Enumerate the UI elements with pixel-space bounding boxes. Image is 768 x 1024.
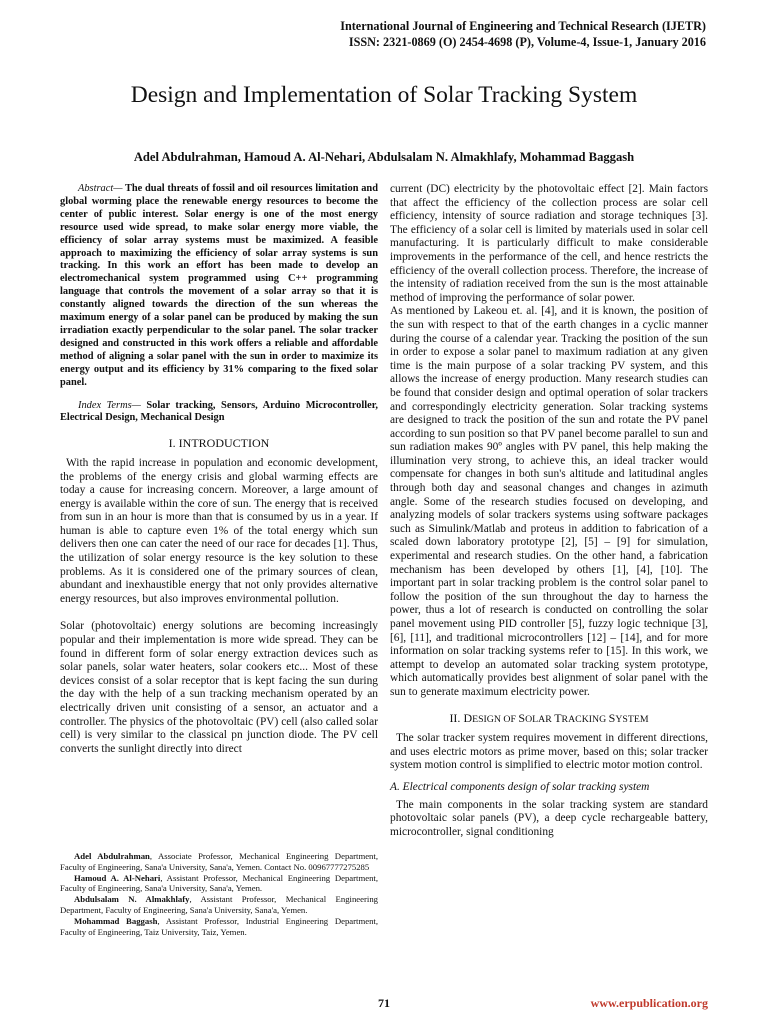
section-2-title-part: YSTEM [615,713,649,725]
right-paragraph-2: As mentioned by Lakeou et. al. [4], and it is known, the position of the sun with respect to that of the earth changes in a cyclic manner during the course of a calendar year. Tracking the position of the sun in order to expose a solar panel to maximum radiation at any given time is the main purpose of a solar tracking PV system, and this allows the increase of energy production. Many research studies can be found that consider design and optimal operation of solar trackers and correspondingly electricity generation. Solar tracking systems are designed to track the position of the sun and rotate the PV panel according to sun position so that PV panel become parallel to sun and sun radiation makes 90º angles with PV panel, this help making the illumination very strong, to achieve this, an ideal tracker would compensate for changes in both sun's altitude and latitudinal angles through both day and seasonal changes and changes in azimuth angle. Some of the research studies focused on developing, and analyzing models of solar trackers systems using software packages such as Simulink/Matlab and proteus in addition to fabrication of a scaled down laboratory prototype [2], [5] – [9] for simulation, experimental and research studies. On the other hand, a fabrication mechanism has been developed by others [1], [4], [10]. The important part in solar tracking problem is the control solar panel to follow the position of the sun throughout the day to harness the power, thus a lot of research is conducted on controlling the solar panel movement using PID controller [5], fuzzy logic technique [3], [6], [11], and traditional microcontrollers [12] – [14], and for more information on solar tracking systems refer to [15]. In this work, we attempt to develop an automated solar tracking system prototype, which automatically provides best alignment of solar panel with the sun to generate maximum electricity power. [390,305,708,698]
footnote-1-name: Adel Abdulrahman [74,851,150,861]
footnote-1-text: , Associate Professor, Mechanical Engineering Department, Faculty of Engineering, Sana'a University, Sana'a, Yemen. Contact No. 00967777275285 [60,851,378,872]
paper-authors: Adel Abdulrahman, Hamoud A. Al-Nehari, Abdulsalam N. Almakhlafy, Mohammad Baggash [133,150,635,164]
footnote-4-name: Mohammad Baggash [74,915,158,926]
section-heading-design [390,712,708,727]
journal-header [340,18,706,50]
right-column [390,183,708,839]
page-number: 71 [378,996,390,1010]
index-terms-lead: Index Terms— [78,399,141,411]
section-2-title-part: T [554,710,562,725]
section-2-title-part: S [608,710,616,725]
design-paragraph-1: The solar tracker system requires movement in different directions, and uses electric motors as prime mover, based on this; solar tracker system motion control is simplified to electric motor motion control. [390,732,708,772]
design-paragraph-2: The main components in the solar tracking system are standard photovoltaic solar panels (PV), a deep cycle rechargeable battery, microcontroller, signal conditioning [390,798,708,838]
section-2-number: II. [449,710,464,725]
paper-title: Design and Implementation of Solar Tracking System [130,82,638,108]
section-heading-introduction: I. INTRODUCTION [168,436,270,451]
index-terms-text: Solar tracking, Sensors, Arduino Microcontroller, Electrical Design, Mechanical Design [60,399,378,424]
journal-name: International Journal of Engineering and Technical Research (IJETR) [340,19,706,33]
right-paragraph-1: current (DC) electricity by the photovoltaic effect [2]. Main factors that affect the efficiency of the collection process are solar cell efficiency, intensity of source radiation and storage techniques [3]. The efficiency of a solar cell is limited by materials used in solar cell manufacturing. It is particularly difficult to make considerable improvements in the performance of the cell, and hence restricts the efficiency of the overall collection process. Therefore, the increase of the intensity of radiation received from the sun is the most attainable method of improving the performance of solar power. [390,183,708,304]
section-2-title-part: D [463,710,473,725]
footnote-2-name: Hamoud A. Al-Nehari [74,872,161,883]
abstract-lead: Abstract— [78,183,123,194]
footnote-3-text: , Assistant Professor, Mechanical Engineering Department, Faculty of Engineering, Sana'a University, Sana'a, Yemen. [60,894,379,915]
section-2-title-part: ESIGN OF [472,713,519,725]
publisher-website[interactable]: www.erpublication.org [590,996,708,1010]
footnote-3 [60,894,378,916]
abstract-text: The dual threats of fossil and oil resources limitation and global worming place the renewable energy resources to become the center of public interest. Solar energy is one of the most energy resource used wide spread, to make solar energy more viable, the efficiency of solar array systems must be maximized. A feasible approach to maximizing the efficiency of solar array systems is sun tracking. In this work an effort has been made to develop an electromechanical system programmed using C++ programming language that controls the movement of a solar array so that it is constantly aligned towards the direction of the sun whereas the maximum energy of a solar panel can be produced by making the sun irradiation exactly perpendicular to the solar panel. The solar tracker designed and constructed in this work offers a reliable and affordable method of aligning a solar panel with the sun in order to maximize its energy output and its efficiency by 31% comparing to the fixed solar panel. [60,183,378,388]
section-2-title-part: RACKING [561,713,609,725]
section-2-title-part: S [518,710,526,725]
footnote-4 [60,916,378,938]
footnote-4-text: , Assistant Professor, Industrial Engineering Department, Faculty of Engineering, Taiz University, Taiz, Yemen. [60,915,378,937]
footnote-2-text: , Assistant Professor, Mechanical Engineering Department, Faculty of Engineering, Sana'a University, Sana'a, Yemen. [60,872,378,894]
footnote-2 [60,873,378,895]
left-column [60,183,378,756]
author-footnotes [60,851,378,937]
intro-paragraph-1: With the rapid increase in population and economic development, the problems of the energy crisis and global warming effects are today a cause for increasing concern. Moreover, a large amount of energy is available within the core of sun. The energy that is received from sun in an hour is more than that is consumed by us in a year. If human is able to capture even 1% of the total energy which sun delivers then one can cater the need of our race for decades [1]. Thus, the utilization of solar energy resource is the key solution to these problems. As it is considered one of the primary sources of clean, abundant and inexhaustible energy that not only provides alternative energy resources, but also improves environmental pollution. [60,456,378,605]
journal-issn: ISSN: 2321-0869 (O) 2454-4698 (P), Volume-4, Issue-1, January 2016 [348,35,706,49]
abstract [60,183,378,390]
subsection-heading-electrical: A. Electrical components design of solar tracking system [390,780,650,793]
section-2-title-part: OLAR [525,713,555,725]
footnote-3-name: Abdulsalam N. Almakhlafy [74,894,190,905]
index-terms [60,400,378,426]
intro-paragraph-2: Solar (photovoltaic) energy solutions are becoming increasingly popular and their implementation is more wide spread. They can be found in different form of solar energy extraction devices such as solar panels, solar water heaters, solar cookers etc... Most of these devices consist of a solar receptor that is kept facing the sun during the day with the help of a sun tracking mechanism operated by an electrically driven unit consisting of a sensor, an actuator and a controller. The physics of the photovoltaic (PV) cell (also called solar cell) is very similar to the classical pn junction diode. The PV cell converts the sunlight directly into direct [60,620,378,755]
footnote-1 [60,851,378,873]
